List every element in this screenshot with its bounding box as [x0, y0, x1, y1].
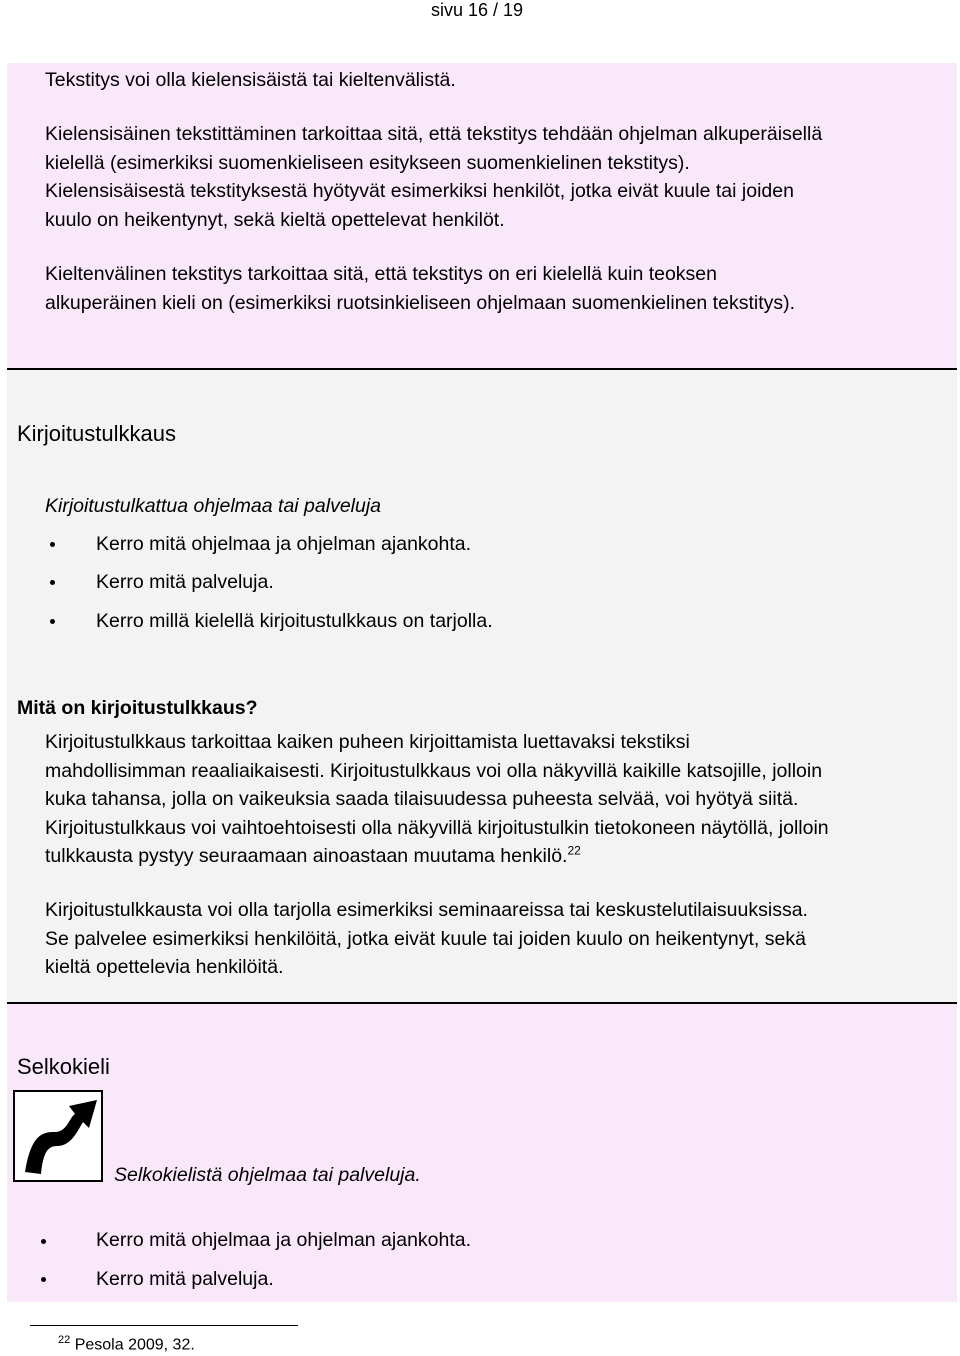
text-line: kielellä (esimerkiksi suomenkieliseen esitykseen suomenkielinen tekstitys). — [45, 151, 690, 174]
section-heading: Kirjoitustulkkaus — [17, 421, 176, 446]
footnote — [58, 1334, 195, 1354]
footnote-reference[interactable]: 22 — [567, 843, 581, 858]
list-item: Kerro mitä palveluja. — [96, 571, 274, 593]
text-line: Kirjoitustulkkaus voi vaihtoehtoisesti olla näkyvillä kirjoitustulkin tietokoneen näytöllä, jolloin — [45, 816, 829, 839]
text-line: Kielensisäinen tekstittäminen tarkoittaa sitä, että tekstitys tehdään ohjelman alkuperäisellä — [45, 123, 823, 145]
text-line: Se palvelee esimerkiksi henkilöitä, jotka eivät kuule tai joiden kuulo on heikentynyt, sekä — [45, 927, 806, 950]
bullet-icon — [41, 1277, 46, 1282]
text-line — [45, 842, 829, 871]
text-line: Kielensisäisestä tekstityksestä hyötyvät esimerkiksi henkilöt, jotka eivät kuule tai joiden — [45, 180, 794, 202]
section-heading: Selkokieli — [17, 1054, 110, 1079]
text-line: mahdollisimman reaaliaikaisesti. Kirjoitustulkkaus voi olla näkyvillä kaikille katsojille, jolloin — [45, 759, 823, 782]
text-segment: tulkkausta pystyy seuraamaan ainoastaan muutama henkilö. — [45, 845, 568, 867]
text-line: kieltä opettelevia henkilöitä. — [45, 956, 284, 978]
text-line: kuulo on heikentynyt, sekä kieltä opettelevat henkilöt. — [45, 208, 505, 231]
intro-paragraph: Tekstitys voi olla kielensisäistä tai kieltenvälistä. — [45, 69, 456, 91]
intralingual-paragraph — [45, 120, 822, 234]
text-line: Kieltenvälinen tekstitys tarkoittaa sitä, että tekstitys on eri kielellä kuin teoksen — [45, 263, 717, 285]
bullet-icon — [50, 580, 55, 585]
bullet-icon — [50, 619, 55, 624]
text-line: kuka tahansa, jolla on vaikeuksia saada tilaisuudessa puheesta selvää, voi hyötyä siitä. — [45, 788, 799, 810]
section-subheading: Kirjoitustulkattua ohjelmaa tai palveluja — [45, 495, 382, 517]
usage-paragraph — [45, 896, 808, 982]
selkokieli-box — [7, 1004, 957, 1302]
curved-arrow-graphic — [15, 1092, 101, 1180]
list-item: Kerro millä kielellä kirjoitustulkkaus on tarjolla. — [96, 610, 493, 632]
footnote-number: 22 — [58, 1334, 71, 1346]
interlingual-paragraph — [45, 260, 795, 317]
curved-arrow-icon — [13, 1090, 103, 1182]
definition-paragraph — [45, 728, 829, 871]
page-number: sivu 16 / 19 — [431, 0, 524, 20]
footnote-separator — [30, 1325, 298, 1326]
text-line: Kirjoitustulkkausta voi olla tarjolla esimerkiksi seminaareissa tai keskustelutilaisuuksissa. — [45, 899, 808, 921]
text-line: Kirjoitustulkkaus tarkoittaa kaiken puheen kirjoittamista luettavaksi tekstiksi — [45, 731, 690, 753]
question-heading: Mitä on kirjoitustulkkaus? — [17, 697, 258, 719]
footnote-text: Pesola 2009, 32. — [74, 1336, 195, 1354]
bullet-icon — [50, 542, 55, 547]
list-item: Kerro mitä ohjelmaa ja ohjelman ajankohta. — [96, 1229, 472, 1251]
list-item: Kerro mitä ohjelmaa ja ohjelman ajankohta. — [96, 533, 472, 555]
section-subheading: Selkokielistä ohjelmaa tai palveluja. — [114, 1164, 421, 1186]
list-item: Kerro mitä palveluja. — [96, 1268, 274, 1290]
text-line: alkuperäinen kieli on (esimerkiksi ruotsinkieliseen ohjelmaan suomenkielinen tekstitys). — [45, 291, 796, 314]
bullet-icon — [41, 1239, 46, 1244]
